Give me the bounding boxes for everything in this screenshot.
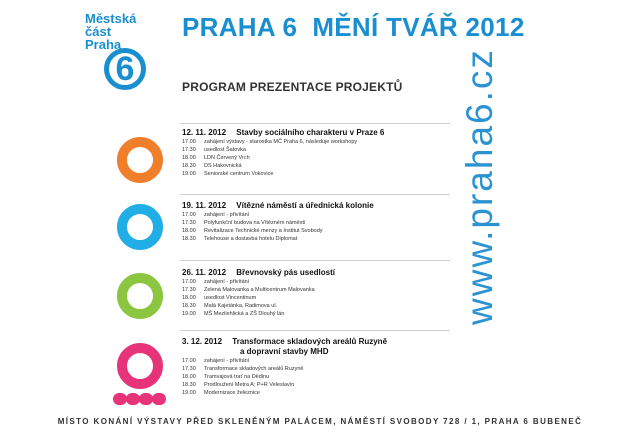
divider [180,330,450,331]
item-text: zahájení - přivítání [204,212,250,218]
section-heading [182,201,462,211]
section-heading [182,128,462,138]
logo-line-1: Městská [85,11,137,26]
section-heading [182,268,462,278]
ring-pink [117,343,163,389]
ring-cyan [117,204,163,250]
item-text: Polyfunkční budova na Vítězném náměstí [204,220,306,226]
schedule-item [182,278,462,286]
schedule-item [182,154,462,162]
schedule-item [182,235,462,243]
item-time: 18.30 [182,236,196,242]
schedule-item [182,381,462,389]
section-heading [182,337,462,347]
section-title-line-2: a dopravní stavby MHD [240,347,329,356]
item-time: 17.00 [182,279,196,285]
item-time: 17.00 [182,139,196,145]
page-title: PRAHA 6 MĚNÍ TVÁŘ 2012 [182,12,525,42]
item-text: zahájení výstavy - starostka MČ Praha 6, následuje workshopy [204,139,358,145]
section-3 [182,268,462,318]
logo-text [85,12,136,51]
schedule-item [182,310,462,318]
schedule-item [182,357,462,365]
section-1 [182,128,462,178]
praha6-logo [82,12,162,94]
item-text: zahájení - přivítání [204,358,250,364]
item-text: Malá Kajetánka, Radimova ul. [204,303,278,309]
item-time: 19.00 [182,390,196,396]
item-text: MŠ Mezilehlická a ZŠ Dlouhý lán [204,311,285,317]
item-time: 18.00 [182,155,196,161]
item-time: 19.00 [182,311,196,317]
schedule-item [182,138,462,146]
item-text: Tramvajová trať na Dědinu [204,374,270,380]
dot [152,393,166,405]
section-date: 19. 11. 2012 [182,201,227,210]
item-time: 17.30 [182,147,196,153]
ring-green [117,273,163,319]
item-text: LDN Červený Vrch [204,155,250,161]
schedule-item [182,211,462,219]
dot [113,393,127,405]
item-text: Telehouse a dostavba hotelu Diplomat [204,236,298,242]
item-time: 18.00 [182,374,196,380]
schedule-item [182,294,462,302]
item-text: Modernizace železnice [204,390,260,396]
section-date: 26. 11. 2012 [182,268,227,277]
schedule-item [182,162,462,170]
item-text: Seniorské centrum Vokovice [204,171,274,177]
item-time: 17.30 [182,220,196,226]
logo-number: 6 [115,50,135,88]
item-text: usedlost Vincentinum [204,295,257,301]
item-time: 18.00 [182,228,196,234]
section-title: Stavby sociálního charakteru v Praze 6 [236,128,385,137]
item-time: 19.00 [182,171,196,177]
section-title: Břevnovský pás usedlostí [236,268,335,277]
ring-orange [117,137,163,183]
item-time: 18.00 [182,295,196,301]
logo-line-3: Praha [85,37,122,52]
section-date: 12. 11. 2012 [182,128,227,137]
item-time: 17.00 [182,358,196,364]
divider [180,260,450,261]
section-date: 3. 12. 2012 [182,337,223,346]
pink-dots [113,393,167,405]
item-time: 17.30 [182,287,196,293]
schedule-item [182,170,462,178]
schedule-item [182,302,462,310]
item-text: DS Hakovnická [204,163,242,169]
item-text: Transformace skladových areálů Ruzyně [204,366,304,372]
schedule-item [182,365,462,373]
schedule-item [182,286,462,294]
item-time: 18.30 [182,163,196,169]
item-time: 17.00 [182,212,196,218]
section-title: Vítězné náměstí a úřednická kolonie [236,201,374,210]
item-time: 17.30 [182,366,196,372]
dot [126,393,140,405]
schedule-item [182,389,462,397]
schedule-item [182,146,462,154]
logo-line-2: část [85,24,112,39]
item-time: 18.30 [182,303,196,309]
website-url: www.praha6.cz [459,48,500,325]
section-4 [182,337,462,397]
schedule-item [182,219,462,227]
section-title: Transformace skladových areálů Ruzyně [232,337,388,346]
item-text: zahájení - přivítání [204,279,250,285]
divider [180,194,450,195]
item-text: Revitalizace Technické menzy a Institut Svobody [204,228,323,234]
item-text: Prodloužení Metra A; P+R Veleslavín [204,382,295,388]
schedule-item [182,227,462,235]
footer-venue: MÍSTO KONÁNÍ VÝSTAVY PŘED SKLENĚNÝM PALÁCEM, NÁMĚSTÍ SVOBODY 728 / 1, PRAHA 6 BUBENEČ [57,417,583,426]
item-time: 18.30 [182,382,196,388]
divider [180,123,450,124]
item-text: Zelená Malovanka a Multicentrum Malovanka [204,287,315,293]
item-text: usedlost Šatovka [204,147,246,153]
schedule-item [182,373,462,381]
page-subtitle: PROGRAM PREZENTACE PROJEKTŮ [182,80,403,94]
section-2 [182,201,462,243]
dot [139,393,153,405]
